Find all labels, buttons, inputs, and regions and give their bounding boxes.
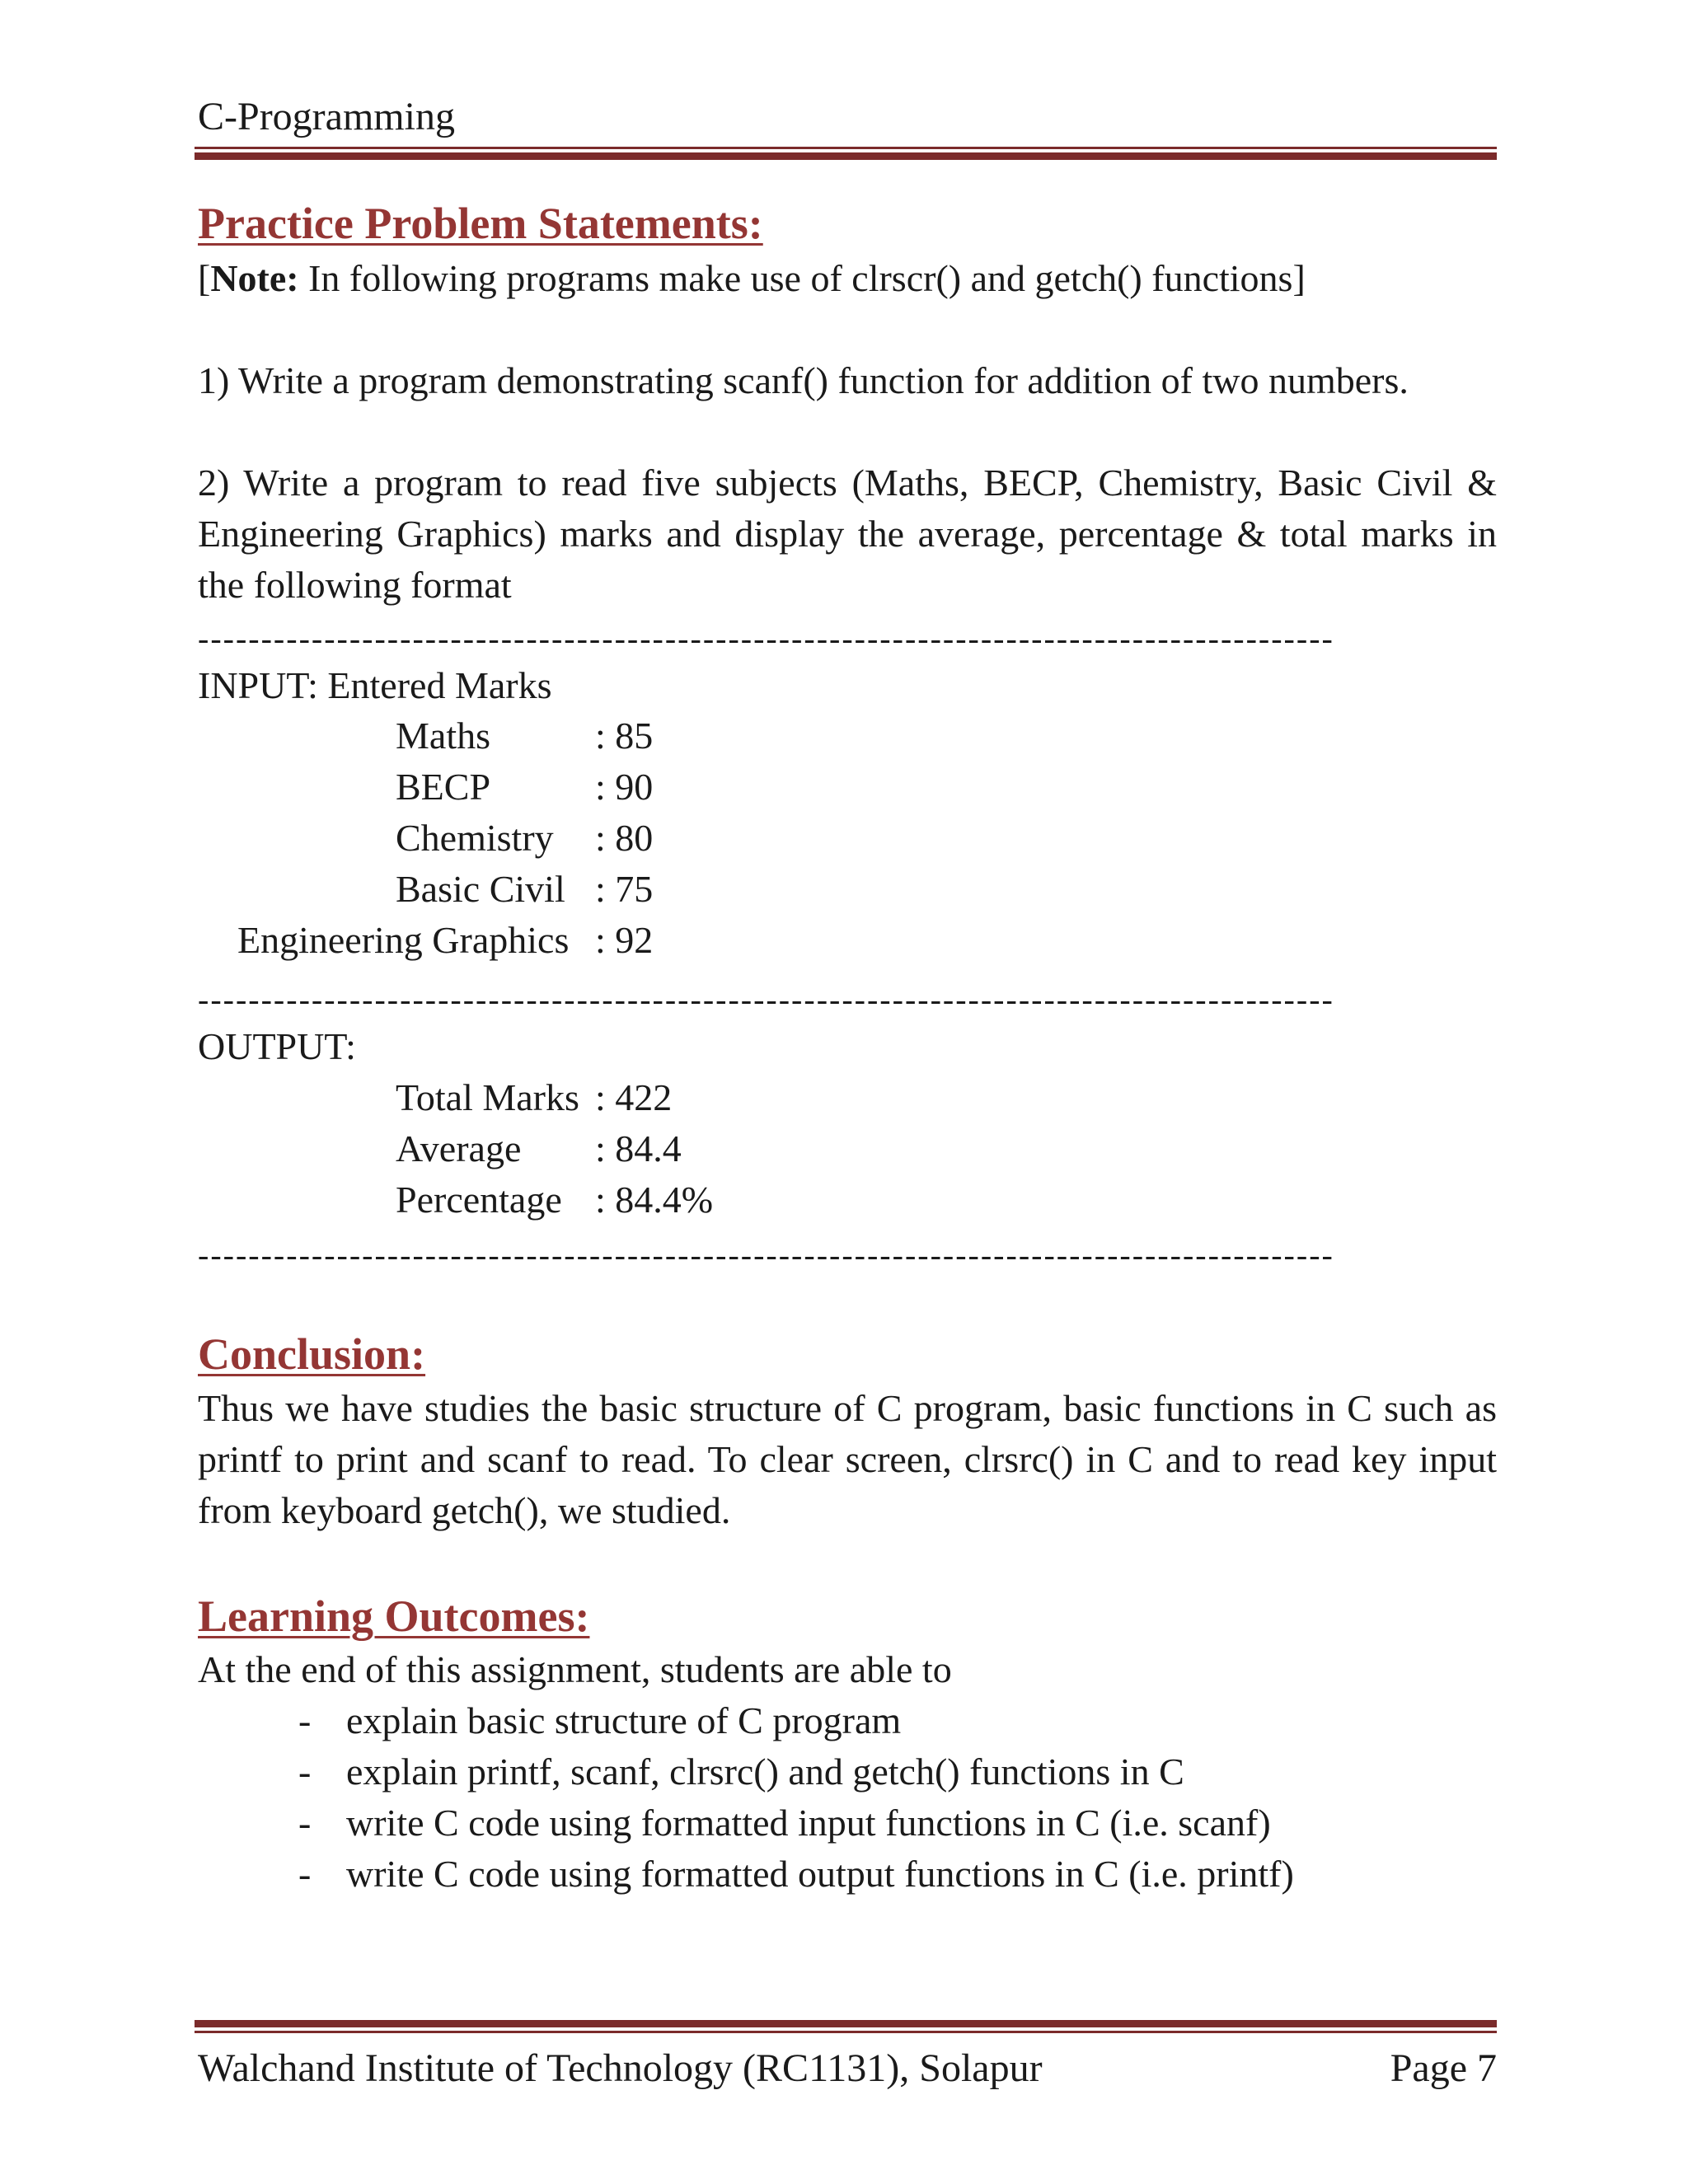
outcome-item: explain basic structure of C program	[346, 1699, 902, 1741]
bullet-mark: -	[298, 1802, 312, 1844]
input-row-value: : 80	[595, 817, 654, 859]
input-label: INPUT: Entered Marks	[198, 664, 552, 706]
input-row-value: : 90	[595, 766, 654, 808]
problem-2: 2) Write a program to read five subjects (Maths, BECP, Chemistry, Basic Civil & Engineering Graphics) marks and display the average, percentage & total marks in the following format	[198, 462, 1497, 606]
input-row-value: : 75	[595, 868, 654, 910]
page-number: Page 7	[1390, 2046, 1497, 2090]
input-row-label: Basic Civil	[396, 868, 565, 910]
footer-institute: Walchand Institute of Technology (RC1131), Solapur	[198, 2046, 1043, 2090]
separator-top: ------------------------------------------------------------------------------------------	[198, 622, 1334, 655]
practice-heading: Practice Problem Statements:	[198, 199, 763, 248]
running-header: C-Programming	[198, 95, 455, 138]
problem-1: 1) Write a program demonstrating scanf() function for addition of two numbers.	[198, 359, 1409, 401]
output-row-label: Total Marks	[396, 1076, 579, 1118]
bullet-mark: -	[298, 1699, 312, 1741]
header-rule	[195, 147, 1497, 160]
outcome-item: write C code using formatted input functions in C (i.e. scanf)	[346, 1802, 1271, 1844]
output-row-value: : 422	[595, 1076, 673, 1118]
output-row-label: Percentage	[396, 1179, 562, 1221]
input-row-label: Chemistry	[396, 817, 554, 859]
bullet-mark: -	[298, 1750, 312, 1793]
output-row-value: : 84.4%	[595, 1179, 714, 1221]
outcome-item: write C code using formatted output functions in C (i.e. printf)	[346, 1853, 1294, 1895]
outcomes-heading: Learning Outcomes:	[198, 1591, 590, 1641]
output-row-label: Average	[396, 1127, 522, 1169]
outcome-item: explain printf, scanf, clrsrc() and getch() functions in C	[346, 1750, 1184, 1793]
note-label: Note:	[210, 257, 299, 299]
input-row-value: : 85	[595, 715, 654, 757]
input-row-label: BECP	[396, 766, 491, 808]
input-row-label: Maths	[396, 715, 490, 757]
separator-middle: ------------------------------------------------------------------------------------------	[198, 983, 1334, 1016]
input-row-value: : 92	[595, 919, 654, 961]
bullet-mark: -	[298, 1853, 312, 1895]
separator-bottom: ------------------------------------------------------------------------------------------	[198, 1239, 1334, 1272]
outcomes-intro: At the end of this assignment, students are able to	[198, 1648, 952, 1690]
footer-rule	[195, 2020, 1497, 2033]
note-text: In following programs make use of clrscr() and getch() functions]	[298, 257, 1306, 299]
conclusion-heading: Conclusion:	[198, 1329, 426, 1379]
input-row-label: Engineering Graphics	[237, 919, 570, 961]
note-line: [Note: In following programs make use of clrscr() and getch() functions]	[198, 257, 1306, 299]
output-label: OUTPUT:	[198, 1025, 356, 1067]
output-row-value: : 84.4	[595, 1127, 682, 1169]
conclusion-text: Thus we have studies the basic structure of C program, basic functions in C such as printf to print and scanf to read. To clear screen, clrsrc() in C and to read key input from keyboard getch(), we studied.	[198, 1387, 1497, 1531]
